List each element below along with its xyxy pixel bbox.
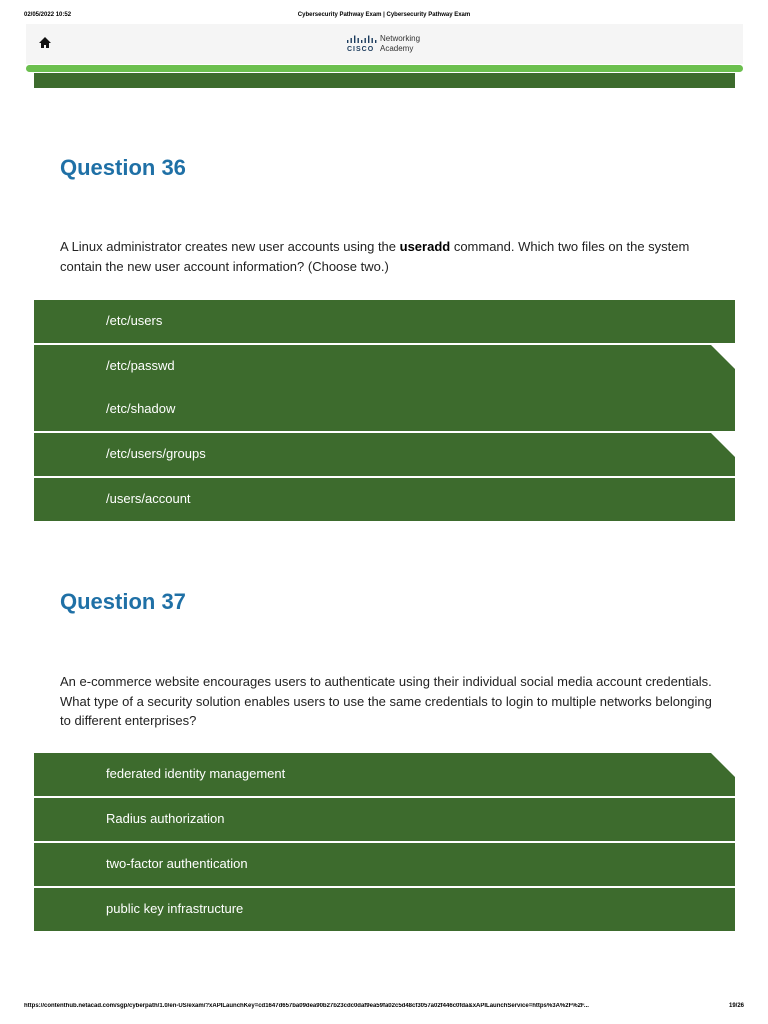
selected-marker-icon (711, 753, 735, 777)
answer-option[interactable] (34, 798, 735, 841)
question-36-text (60, 237, 720, 276)
question-37-options (34, 753, 735, 933)
answer-label: Radius authorization (106, 811, 225, 826)
page-url: https://contenthub.netacad.com/sgp/cyberpath/1.0/en-US/exam/?xAPILaunchKey=cd1647d657ba09dea90b27b23cdc0daf9ea59fa02c5d48cf3057a02f446c0fda&xAPILaunchService=https%3A%2F%2F... (24, 1003, 589, 1009)
answer-option[interactable] (34, 388, 735, 431)
command-name: useradd (399, 239, 451, 254)
question-36-title: Question 36 (60, 155, 186, 180)
print-footer (24, 1003, 744, 1013)
logo-line-1: Networking (380, 34, 421, 43)
answer-option[interactable] (34, 888, 735, 931)
answer-option-selected[interactable] (34, 433, 735, 476)
logo-text (380, 34, 420, 54)
question-37-text: An e-commerce website encourages users to authenticate using their individual social media account credentials. What type of a security solution enables users to use the same credentials to login to multiple networks belonging to different enterprises? (60, 674, 712, 728)
cisco-networking-academy-logo (344, 33, 434, 57)
logo-line-2: Academy (380, 44, 414, 53)
answer-option[interactable] (34, 300, 735, 343)
answer-option[interactable] (34, 843, 735, 886)
answer-label: /etc/passwd (106, 358, 175, 373)
question-36-options (34, 300, 735, 523)
print-date: 02/05/2022 10:52 (24, 12, 72, 18)
question-37-title: Question 37 (60, 589, 186, 614)
answer-label: /etc/users (106, 313, 163, 328)
top-bar (26, 24, 743, 64)
answer-label: two-factor authentication (106, 856, 248, 871)
answer-option-selected[interactable] (34, 753, 735, 796)
answer-label: /users/account (106, 491, 191, 506)
print-header (24, 12, 744, 22)
home-icon[interactable] (38, 36, 52, 50)
answer-label: /etc/shadow (106, 401, 176, 416)
answer-option-selected[interactable] (34, 345, 735, 388)
answer-label: federated identity management (106, 766, 286, 781)
answer-option[interactable] (34, 478, 735, 521)
previous-answer-strip (34, 73, 735, 88)
answer-label: /etc/users/groups (106, 446, 206, 461)
cisco-wordmark: CISCO (347, 46, 375, 53)
cisco-bars-icon (346, 35, 378, 45)
page-number: 19/26 (728, 1003, 744, 1009)
progress-fill (26, 65, 743, 72)
selected-marker-icon (711, 345, 735, 369)
answer-label: public key infrastructure (106, 901, 244, 916)
question-36-text-end: command. Which two files on the system contain the new user account information? (Choose two.) (60, 239, 690, 274)
question-36-text-start: A Linux administrator creates new user accounts using the (60, 239, 400, 254)
print-title: Cybersecurity Pathway Exam | Cybersecurity Pathway Exam (297, 12, 471, 18)
progress-bar (26, 65, 743, 72)
selected-marker-icon (711, 433, 735, 457)
